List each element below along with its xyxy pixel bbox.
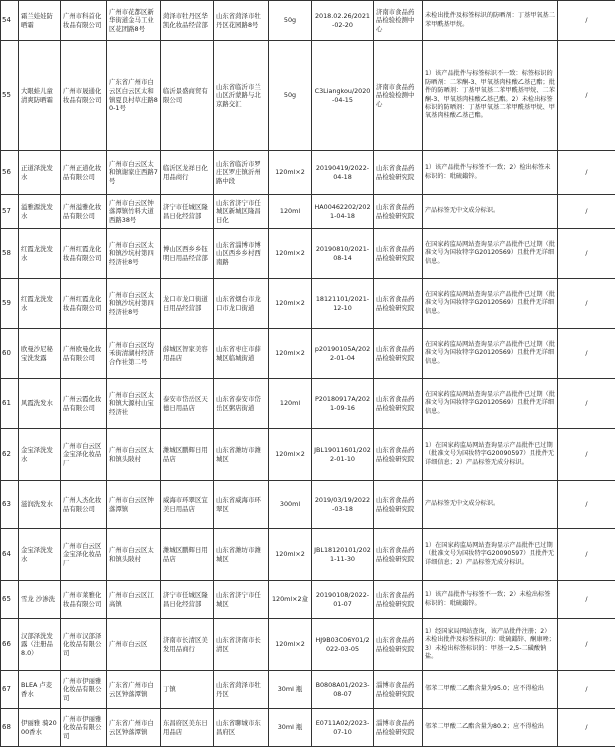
specification: 120ml×2 xyxy=(269,151,312,195)
table-row xyxy=(1,671,615,709)
product-name: 欧曼沙尼秘宝洗发露 xyxy=(19,329,61,379)
seller-address: 山东省泰安市岱岳区粥店街道 xyxy=(214,379,269,429)
testing-agency: 山东省食品药品检验研究院 xyxy=(374,481,423,529)
manufacturer: 广州欧曼化妆品有限公司 xyxy=(61,329,107,379)
manufacturer: 广州市白云区金宝泽化妆品厂 xyxy=(61,529,107,581)
product-name: 滋润洗发水 xyxy=(19,481,61,529)
remark: / xyxy=(558,671,615,709)
batch-number: HA00462202/2021-04-18 xyxy=(312,195,374,229)
row-number: 67 xyxy=(1,671,19,709)
row-number: 66 xyxy=(1,619,19,671)
seller-address: 山东省济宁市任城区新城区隆昌日化 xyxy=(214,195,269,229)
row-number: 61 xyxy=(1,379,19,429)
table-row xyxy=(1,329,615,379)
row-number: 58 xyxy=(1,229,19,279)
row-number: 54 xyxy=(1,1,19,41)
testing-agency: 山东省食品药品检验研究院 xyxy=(374,151,423,195)
row-number: 59 xyxy=(1,279,19,329)
seller-address: 山东省淄博市博山区西乡乡村西南路 xyxy=(214,229,269,279)
nonconformity-note: 1）在国家药监局网站查询显示产品批件已过期（批准文号为国妆特字G20090597）且批件无详细信息；2）产品标签无成分标识。 xyxy=(423,429,558,481)
manufacturer-address: 广州市白云区江高镇 xyxy=(107,581,161,619)
testing-agency: 山东省食品药品检验研究院 xyxy=(374,581,423,619)
specification: 120ml×2 xyxy=(269,619,312,671)
testing-agency: 济南市食品药品检验检测中心 xyxy=(374,41,423,151)
testing-agency: 山东省食品药品检验研究院 xyxy=(374,429,423,481)
manufacturer-address: 广州市白云区 xyxy=(107,619,161,671)
product-name: BLEA 卢麦香水 xyxy=(19,671,61,709)
manufacturer-address: 广州市白云区太和镇头陂村 xyxy=(107,529,161,581)
batch-number: P20180917A/2021-09-16 xyxy=(312,379,374,429)
table-row xyxy=(1,195,615,229)
remark: / xyxy=(558,195,615,229)
remark: / xyxy=(558,279,615,329)
table-row xyxy=(1,379,615,429)
seller: 临沂景盛商贸有限公司 xyxy=(161,41,214,151)
remark: / xyxy=(558,41,615,151)
manufacturer-address: 广州市白云区太和镇沙坑村第四经济社8号 xyxy=(107,279,161,329)
row-number: 64 xyxy=(1,529,19,581)
batch-number: 20190108/2022-01-07 xyxy=(312,581,374,619)
batch-number: 20190419/2022-04-18 xyxy=(312,151,374,195)
batch-number: JBL19011601/2022-01-10 xyxy=(312,429,374,481)
manufacturer: 广州市伊丽雅化妆品有限公司 xyxy=(61,709,107,747)
manufacturer: 广州市汉部泽化妆品有限公司 xyxy=(61,619,107,671)
seller: 博山区西乡乡钰明日用品经营部 xyxy=(161,229,214,279)
seller: 潍城区鹏辉日用品店 xyxy=(161,429,214,481)
batch-number: 2019/03/19/2022-03-18 xyxy=(312,481,374,529)
batch-number: 18121101/2021-12-10 xyxy=(312,279,374,329)
product-name: 霜兰娃娃防晒霜 xyxy=(19,1,61,41)
batch-number: JBL18120101/2021-11-30 xyxy=(312,529,374,581)
seller-address: 山东省临沂市罗庄区罗庄镇沂州路中段 xyxy=(214,151,269,195)
table-row xyxy=(1,151,615,195)
seller-address: 山东省济南市长清区 xyxy=(214,619,269,671)
specification: 50g xyxy=(269,41,312,151)
seller: 潍城区鹏辉日用品店 xyxy=(161,529,214,581)
seller-address: 山东省济宁市任城区 xyxy=(214,581,269,619)
specification: 50g xyxy=(269,1,312,41)
specification: 120ml×2 xyxy=(269,429,312,481)
seller-address: 山东省菏泽市牡丹区花园路8号 xyxy=(214,1,269,41)
specification: 120ml×2 xyxy=(269,279,312,329)
manufacturer-address: 广州市白云区太和镇沙坑村第四经济社8号 xyxy=(107,229,161,279)
manufacturer-address: 广东省广州市白云区白云区太和镇夏良村草庄路80-1号 xyxy=(107,41,161,151)
batch-number: HJ9B03C06Y01/2022-03-05 xyxy=(312,619,374,671)
testing-agency: 山东省食品药品检验研究院 xyxy=(374,229,423,279)
testing-agency: 山东省食品药品检验研究院 xyxy=(374,279,423,329)
testing-agency: 山东省食品药品检验研究院 xyxy=(374,379,423,429)
product-name: 金宝泽洗发水 xyxy=(19,429,61,481)
nonconformity-note: 在国家药监局网站查询显示产品批件已过期（批准文号为国妆特字G20120569）且批件无详细信息。 xyxy=(423,379,558,429)
nonconformity-note: 1）该产品批件与标签标识不一致：标签标识的防晒剂：二苯酮-3、甲氧基肉桂酸乙基己酯；批件的防晒剂：丁基甲氧基二苯甲酰基甲烷、二苯酮-3、甲氧基肉桂酸乙基己酯。2）未检出标签标识的防晒剂：丁基甲氧基二苯甲酰基甲烷、甲氧基肉桂酸乙基己酯。 xyxy=(423,41,558,151)
remark: / xyxy=(558,1,615,41)
testing-agency: 济南市食品药品检验检测中心 xyxy=(374,1,423,41)
nonconformity-note: 产品标签无中文成分标识。 xyxy=(423,481,558,529)
manufacturer: 广州市白云区金宝泽化妆品厂 xyxy=(61,429,107,481)
manufacturer-address: 广州市花都区新华街道金马工业区花团路8号 xyxy=(107,1,161,41)
seller-address: 山东省临沂市兰山区沂蒙路与北京路交汇 xyxy=(214,41,269,151)
table-row xyxy=(1,481,615,529)
table-row xyxy=(1,41,615,151)
manufacturer-address: 广州市白云区太和镇头陂村 xyxy=(107,429,161,481)
table-row xyxy=(1,619,615,671)
row-number: 60 xyxy=(1,329,19,379)
product-name: 正道泽洗发水 xyxy=(19,151,61,195)
manufacturer-address: 广东省广州市白云区钟落潭镇 xyxy=(107,709,161,747)
seller: 薛城区智家美容用品店 xyxy=(161,329,214,379)
batch-number: 20190810/2021-08-14 xyxy=(312,229,374,279)
nonconformity-note: 1）该产品批件与标签不一致；2）检出标签未标识的：吡硫鎓锌。 xyxy=(423,151,558,195)
remark: / xyxy=(558,229,615,279)
nonconformity-note: 1）该产品批件与标签不一致；2）未检出标签标识的：吡硫鎓锌。 xyxy=(423,581,558,619)
row-number: 62 xyxy=(1,429,19,481)
manufacturer-address: 广州市白云区钟落潭镇竹料大道西路38号 xyxy=(107,195,161,229)
nonconformity-note: 产品标签无中文成分标识。 xyxy=(423,195,558,229)
product-name: 汉部泽洗发露（注册品8.0） xyxy=(19,619,61,671)
specification: 120ml xyxy=(269,195,312,229)
manufacturer: 广州正道化妆品有限公司 xyxy=(61,151,107,195)
seller-address: 山东省潍坊市潍城区 xyxy=(214,529,269,581)
specification: 120ml xyxy=(269,379,312,429)
manufacturer: 广州市科首化妆品有限公司 xyxy=(61,1,107,41)
manufacturer: 广州红霞龙化妆品有限公司 xyxy=(61,279,107,329)
product-name: 大眼蛙儿童清爽防晒霜 xyxy=(19,41,61,151)
remark: / xyxy=(558,709,615,747)
row-number: 57 xyxy=(1,195,19,229)
table-row xyxy=(1,529,615,581)
manufacturer-address: 广州市白云区均禾街清湖村经济合作社第二号 xyxy=(107,329,161,379)
seller: 济宁市任城区隆昌日化经营部 xyxy=(161,581,214,619)
specification: 120ml×2 xyxy=(269,229,312,279)
table-row xyxy=(1,429,615,481)
batch-number: 2018.02.26/2021-02-20 xyxy=(312,1,374,41)
seller: 龙口市龙口街道日用品经营部 xyxy=(161,279,214,329)
table-row xyxy=(1,1,615,41)
nonconformity-note: 邻苯二甲酸二乙酯含量为95.0；应不得检出 xyxy=(423,671,558,709)
seller-address: 山东省枣庄市薛城区临城街道 xyxy=(214,329,269,379)
row-number: 56 xyxy=(1,151,19,195)
nonconformity-note: 邻苯二甲酸二乙酯含量为80.2；应不得检出 xyxy=(423,709,558,747)
nonconformity-note: 1）经国家局网站查询，该产品批件注册；2）未检出批件及标签标识的：吡硫鎓锌、酮康唑；3）未检出标签标识的：甲基一2,5-二磺酸钠盐。 xyxy=(423,619,558,671)
manufacturer-address: 广州市白云区太和镇大源村山宝经济社 xyxy=(107,379,161,429)
testing-agency: 山东省食品药品检验研究院 xyxy=(374,529,423,581)
seller: 泰安市岱岳区天德日用品店 xyxy=(161,379,214,429)
remark: / xyxy=(558,481,615,529)
remark: / xyxy=(558,529,615,581)
table-row xyxy=(1,229,615,279)
testing-agency: 淄博市食品药品检验研究院 xyxy=(374,671,423,709)
product-name: 金宝泽洗发水 xyxy=(19,529,61,581)
manufacturer: 广州溢雅化妆品有限公司 xyxy=(61,195,107,229)
seller: 临沂区龙祥日化用品商行 xyxy=(161,151,214,195)
manufacturer: 广州人杰化妆品有限公司 xyxy=(61,481,107,529)
product-name: 伊丽雅 骑2000香水 xyxy=(19,709,61,747)
seller: 威海市环翠区宜美日用品店 xyxy=(161,481,214,529)
manufacturer: 广州云霞化妆品有限公司 xyxy=(61,379,107,429)
seller-address: 山东省菏泽市牡丹区 xyxy=(214,671,269,709)
row-number: 65 xyxy=(1,581,19,619)
specification: 30ml 瓶 xyxy=(269,709,312,747)
nonconformity-note: 在国家药监局网站查询显示产品批件已过期（批准文号为国妆特字G20120569）且批件无详细信息。 xyxy=(423,279,558,329)
batch-number: C3Liangkou/2020-04-15 xyxy=(312,41,374,151)
remark: / xyxy=(558,151,615,195)
testing-agency: 山东省食品药品检验研究院 xyxy=(374,195,423,229)
manufacturer: 广州市莱雅化妆品有限公司 xyxy=(61,581,107,619)
table-row xyxy=(1,581,615,619)
manufacturer: 广州红霞龙化妆品有限公司 xyxy=(61,229,107,279)
seller-address: 山东省烟台市龙口市龙口街道 xyxy=(214,279,269,329)
nonconformity-note: 1）在国家药监局网站查询显示产品批件已过期（批准文号为国妆特字G20090597）且批件无详细信息；2）产品标签无成分标识。 xyxy=(423,529,558,581)
manufacturer: 广州市伊丽雅化妆品有限公司 xyxy=(61,671,107,709)
manufacturer-address: 广州市白云区太和镇谢家庄西路7号 xyxy=(107,151,161,195)
manufacturer: 广州市晟通化妆品有限公司 xyxy=(61,41,107,151)
nonconformity-note: 未检出批件及标签标识的防晒剂：丁基甲氧基二苯甲酰基甲烷。 xyxy=(423,1,558,41)
manufacturer-address: 广州市白云区钟落潭镇 xyxy=(107,481,161,529)
row-number: 68 xyxy=(1,709,19,747)
testing-agency: 山东省食品药品检验研究院 xyxy=(374,329,423,379)
table-row xyxy=(1,709,615,747)
testing-agency: 山东省食品药品检验研究院 xyxy=(374,619,423,671)
seller-address: 山东省聊城市东昌府区 xyxy=(214,709,269,747)
product-name: 红霞龙洗发水 xyxy=(19,229,61,279)
specification: 120ml×2盒 xyxy=(269,581,312,619)
seller-address: 山东省威海市环翠区 xyxy=(214,481,269,529)
product-name: 风霞洗发水 xyxy=(19,379,61,429)
specification: 300ml xyxy=(269,481,312,529)
testing-agency: 淄博市食品药品检验研究院 xyxy=(374,709,423,747)
product-name: 红霞龙洗发水 xyxy=(19,279,61,329)
nonconformity-note: 在国家药监局网站查询显示产品批件已过期（批准文号为国妆特字G20120569）且批件无详细信息。 xyxy=(423,229,558,279)
specification: 120ml×2 xyxy=(269,329,312,379)
remark: / xyxy=(558,379,615,429)
seller-address: 山东省潍坊市潍城区 xyxy=(214,429,269,481)
specification: 30ml 瓶 xyxy=(269,671,312,709)
row-number: 63 xyxy=(1,481,19,529)
product-name: 溢雅源洗发水 xyxy=(19,195,61,229)
seller: 丁镇 xyxy=(161,671,214,709)
remark: / xyxy=(558,329,615,379)
batch-number: E0711A02/2023-07-10 xyxy=(312,709,374,747)
remark: / xyxy=(558,619,615,671)
table-body xyxy=(1,1,615,747)
seller: 东昌府区美东日用品店 xyxy=(161,709,214,747)
remark: / xyxy=(558,429,615,481)
batch-number: B0808A01/2023-08-07 xyxy=(312,671,374,709)
seller: 济南市长清区美发用品商行 xyxy=(161,619,214,671)
seller: 济宁市任城区隆昌日化经营部 xyxy=(161,195,214,229)
product-name: 雪龙 沙渗洗 xyxy=(19,581,61,619)
batch-number: p20190105A/2022-01-04 xyxy=(312,329,374,379)
nonconformity-note: 在国家药监局网站查询显示产品批件已过期（批准文号为国妆特字G20120569）且批件无详细信息。 xyxy=(423,329,558,379)
remark: / xyxy=(558,581,615,619)
row-number: 55 xyxy=(1,41,19,151)
table-row xyxy=(1,279,615,329)
manufacturer-address: 广东省广州市白云区钟落潭镇 xyxy=(107,671,161,709)
specification: 120ml×2 xyxy=(269,529,312,581)
seller: 菏泽市牡丹区华凯化妆品经营部 xyxy=(161,1,214,41)
